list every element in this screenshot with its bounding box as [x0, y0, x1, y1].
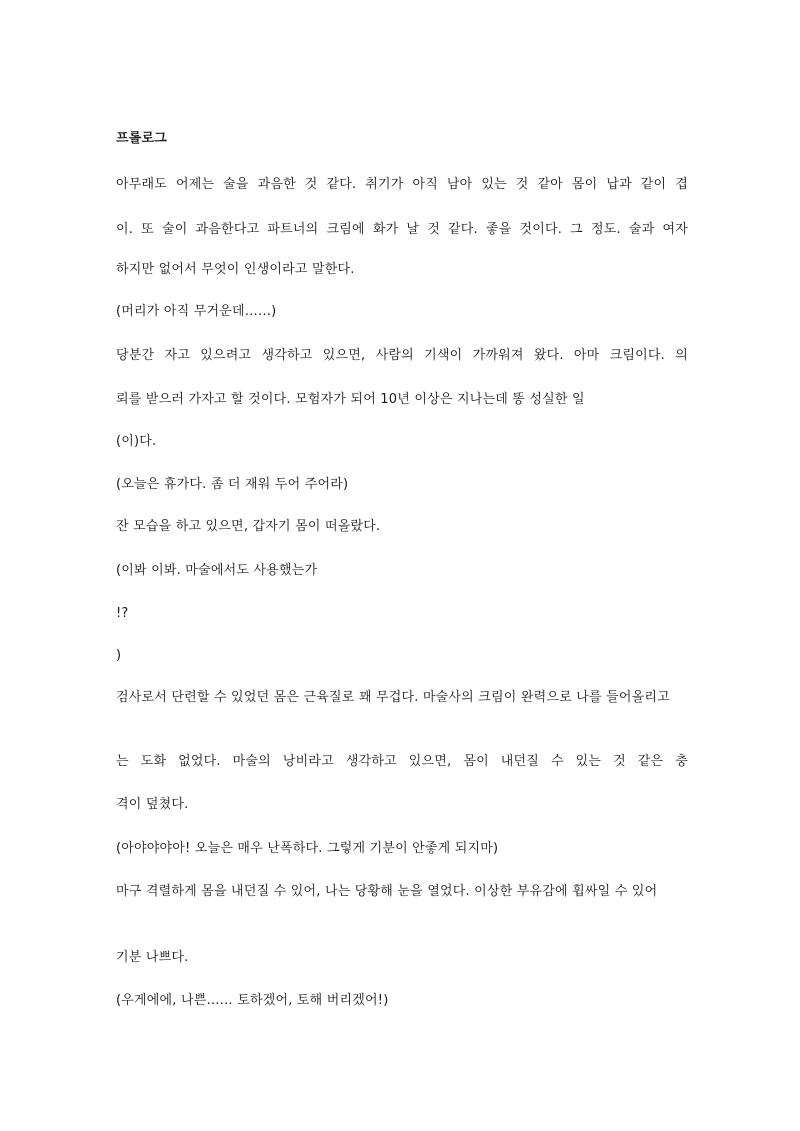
- paragraph-line: 격이 덮쳤다.: [116, 797, 189, 812]
- document-heading: 프롤로그: [116, 131, 168, 146]
- paragraph-line: (오늘은 휴가다. 좀 더 재워 두어 주어라): [116, 477, 349, 492]
- paragraph-line: 하지만 없어서 무엇이 인생이라고 말한다.: [116, 262, 355, 277]
- paragraph-line: ): [116, 648, 122, 663]
- paragraph-line: (이봐 이봐. 마술에서도 사용했는가: [116, 563, 318, 578]
- paragraph-line: (이)다.: [116, 434, 157, 449]
- paragraph-line: (아야야야아! 오늘은 매우 난폭하다. 그렇게 기분이 안좋게 되지마): [116, 841, 499, 856]
- paragraph-line: 아무래도 어제는 술을 과음한 것 같다. 취기가 아직 남아 있는 것 같아 몸이 납과 같이 겹: [116, 177, 688, 192]
- paragraph-line: 기분 나쁘다.: [116, 950, 189, 965]
- paragraph-line: 는 도화 없었다. 마술의 낭비라고 생각하고 있으면, 몸이 내던질 수 있는 것 같은 충: [116, 754, 688, 769]
- paragraph-line: 마구 격렬하게 몸을 내던질 수 있어, 나는 당황해 눈을 열었다. 이상한 부유감에 휩싸일 수 있어: [116, 884, 658, 899]
- paragraph-line: (머리가 아직 무거운데……): [116, 304, 277, 319]
- paragraph-line: (우게에에, 나쁜…… 토하겠어, 토해 버리겠어!): [116, 993, 389, 1008]
- paragraph-line: 뢰를 받으러 가자고 할 것이다. 모험자가 되어 10년 이상은 지나는데 똥 성실한 일: [116, 392, 585, 407]
- paragraph-line: 잔 모습을 하고 있으면, 갑자기 몸이 떠올랐다.: [116, 519, 381, 534]
- paragraph-line: 검사로서 단련할 수 있었던 몸은 근육질로 꽤 무겁다. 마술사의 크림이 완력으로 나를 들어올리고: [116, 690, 670, 705]
- paragraph-line: !?: [116, 606, 129, 621]
- paragraph-line: 이. 또 술이 과음한다고 파트너의 크림에 화가 날 것 같다. 좋을 것이다. 그 정도. 술과 여자: [116, 222, 688, 237]
- paragraph-line: 당분간 자고 있으려고 생각하고 있으면, 사람의 기색이 가까워져 왔다. 아마 크림이다. 의: [116, 348, 688, 363]
